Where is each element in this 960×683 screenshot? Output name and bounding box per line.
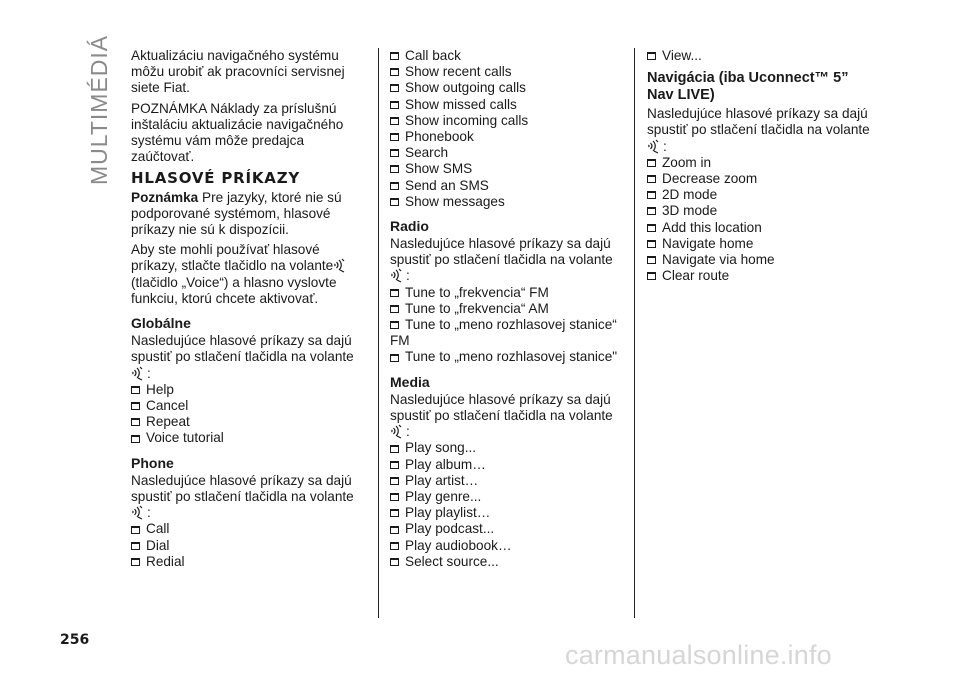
- global-voice-line: [131, 366, 357, 382]
- list-item: [647, 48, 879, 64]
- voice-button-icon: [390, 424, 404, 439]
- list-item: [131, 414, 357, 430]
- checkbox-bullet-icon: [390, 558, 399, 566]
- checkbox-bullet-icon: [390, 477, 399, 485]
- item-label: Play podcast...: [405, 521, 495, 537]
- checkbox-bullet-icon: [390, 182, 399, 190]
- column-divider: [634, 48, 635, 618]
- item-label: Play audiobook…: [405, 537, 512, 553]
- colon: :: [663, 138, 667, 154]
- list-item: [647, 203, 879, 219]
- heading-voice-commands: HLASOVÉ PRÍKAZY: [131, 169, 301, 188]
- item-label: Phonebook: [405, 128, 474, 144]
- column-1: [131, 48, 357, 570]
- list-item: [390, 178, 618, 194]
- item-label: Show SMS: [405, 161, 473, 177]
- navigation-intro: Nasledujúce hlasové príkazy sa dajú spustiť po stlačení tlačidla na volante: [647, 106, 870, 138]
- item-label: Repeat: [146, 414, 190, 430]
- list-item: [390, 349, 618, 365]
- item-label: Zoom in: [662, 154, 712, 170]
- item-label: Show missed calls: [405, 96, 517, 112]
- item-label: 3D mode: [662, 203, 718, 219]
- item-label: Play album…: [405, 456, 486, 472]
- navigation-voice-line: [647, 139, 879, 155]
- checkbox-bullet-icon: [647, 175, 656, 183]
- list-item: [647, 171, 879, 187]
- item-label: 2D mode: [662, 187, 718, 203]
- checkbox-bullet-icon: [390, 165, 399, 173]
- list-item: [647, 252, 879, 268]
- heading-media: Media: [390, 373, 430, 390]
- checkbox-bullet-icon: [131, 402, 140, 410]
- list-item: [390, 301, 618, 317]
- voice-button-icon: [131, 505, 145, 520]
- checkbox-bullet-icon: [647, 256, 656, 264]
- checkbox-bullet-icon: [647, 272, 656, 280]
- item-label: Tune to „frekvencia“ AM: [405, 300, 549, 316]
- item-label: Send an SMS: [405, 177, 489, 193]
- item-label: Redial: [146, 553, 185, 569]
- list-item: [647, 220, 879, 236]
- list-item: [647, 187, 879, 203]
- note-text: Pre jazyky, ktoré nie sú podporované systémom, hlasové príkazy nie sú k dispozícii.: [131, 189, 342, 238]
- item-label: Select source...: [405, 553, 499, 569]
- watermark: carmanualsonline.info: [565, 640, 832, 670]
- colon: :: [406, 268, 410, 284]
- colon: :: [147, 365, 151, 381]
- paragraph-how-to-use: [131, 242, 357, 307]
- item-label: Cancel: [146, 398, 189, 414]
- voice-button-icon: [131, 366, 145, 381]
- item-label: Search: [405, 145, 449, 161]
- item-label: Show recent calls: [405, 64, 512, 80]
- list-item: [390, 194, 618, 210]
- list-item: [131, 382, 357, 398]
- list-item: [647, 155, 879, 171]
- voice-button-icon: [390, 268, 404, 283]
- checkbox-bullet-icon: [390, 52, 399, 60]
- item-label: Dial: [146, 537, 170, 553]
- list-item: [390, 473, 618, 489]
- checkbox-bullet-icon: [131, 418, 140, 426]
- checkbox-bullet-icon: [647, 159, 656, 167]
- media-list: [390, 440, 618, 570]
- list-item: [390, 489, 618, 505]
- phone-list: [131, 521, 357, 570]
- list-item: [390, 285, 618, 301]
- heading-global: Globálne: [131, 315, 191, 332]
- item-label: Play playlist…: [405, 505, 491, 521]
- column-2: [390, 48, 618, 570]
- list-item: [131, 554, 357, 570]
- phone-intro: Nasledujúce hlasové príkazy sa dajú spustiť po stlačení tlačidla na volante: [131, 472, 354, 505]
- item-label: Help: [146, 381, 174, 397]
- list-item: [131, 521, 357, 537]
- item-label: Play artist…: [405, 472, 479, 488]
- item-label: Call: [146, 521, 170, 537]
- item-label: Navigate via home: [662, 251, 775, 267]
- radio-voice-line: [390, 268, 618, 284]
- list-item: [131, 538, 357, 554]
- column-3: [647, 48, 879, 284]
- item-label: Voice tutorial: [146, 430, 224, 446]
- paragraph-note-languages: [131, 190, 357, 239]
- media-voice-line: [390, 424, 618, 440]
- checkbox-bullet-icon: [390, 354, 399, 362]
- checkbox-bullet-icon: [131, 542, 140, 550]
- checkbox-bullet-icon: [647, 52, 656, 60]
- checkbox-bullet-icon: [131, 386, 140, 394]
- list-item: [390, 64, 618, 80]
- media-intro: Nasledujúce hlasové príkazy sa dajú spustiť po stlačení tlačidla na volante: [390, 391, 613, 424]
- checkbox-bullet-icon: [647, 240, 656, 248]
- item-label: Clear route: [662, 268, 730, 284]
- note-label: Poznámka: [131, 189, 199, 205]
- checkbox-bullet-icon: [390, 509, 399, 517]
- checkbox-bullet-icon: [390, 493, 399, 501]
- voice-button-icon: [333, 258, 347, 273]
- page-number: 256: [60, 632, 90, 648]
- colon: :: [406, 424, 410, 440]
- item-label: Navigate home: [662, 235, 754, 251]
- checkbox-bullet-icon: [647, 191, 656, 199]
- checkbox-bullet-icon: [647, 224, 656, 232]
- list-item: [390, 97, 618, 113]
- checkbox-bullet-icon: [390, 198, 399, 206]
- item-label: Tune to „frekvencia“ FM: [405, 284, 549, 300]
- checkbox-bullet-icon: [390, 542, 399, 550]
- list-item: [390, 554, 618, 570]
- checkbox-bullet-icon: [390, 68, 399, 76]
- checkbox-bullet-icon: [390, 117, 399, 125]
- list-item: [390, 505, 618, 521]
- item-label: Show messages: [405, 193, 505, 209]
- item-label: Tune to „meno rozhlasovej stanice“ FM: [390, 317, 617, 349]
- list-item: [647, 268, 879, 284]
- checkbox-bullet-icon: [390, 149, 399, 157]
- global-intro: Nasledujúce hlasové príkazy sa dajú spustiť po stlačení tlačidla na volante: [131, 333, 354, 365]
- checkbox-bullet-icon: [647, 207, 656, 215]
- list-item: [390, 538, 618, 554]
- item-label: Tune to „meno rozhlasovej stanice": [405, 349, 618, 365]
- checkbox-bullet-icon: [131, 558, 140, 566]
- phone-list-continued: [390, 48, 618, 210]
- list-item: [390, 457, 618, 473]
- heading-navigation: Navigácia (iba Uconnect™ 5” Nav LIVE): [647, 70, 849, 104]
- checkbox-bullet-icon: [390, 321, 399, 329]
- heading-radio: Radio: [390, 217, 429, 234]
- list-item: [390, 80, 618, 96]
- list-item: [390, 48, 618, 64]
- item-label: Add this location: [662, 219, 762, 235]
- phone-voice-line: [131, 505, 357, 521]
- how-to-text-a: Aby ste mohli používať hlasové príkazy, stlačte tlačidlo na volante: [131, 242, 334, 274]
- list-item: [131, 430, 357, 446]
- list-item: [390, 440, 618, 456]
- radio-list: [390, 285, 618, 366]
- list-item: [647, 236, 879, 252]
- checkbox-bullet-icon: [390, 133, 399, 141]
- list-item: [390, 161, 618, 177]
- colon: :: [147, 505, 151, 521]
- section-title-vertical: MULTIMÉDIÁ: [86, 34, 112, 185]
- checkbox-bullet-icon: [390, 101, 399, 109]
- item-label: Play genre...: [405, 489, 482, 505]
- checkbox-bullet-icon: [131, 435, 140, 443]
- paragraph-update: Aktualizáciu navigačného systému môžu urobiť ak pracovníci servisnej siete Fiat.: [131, 48, 345, 96]
- list-item: [390, 317, 618, 349]
- list-item: [131, 398, 357, 414]
- navigation-list: [647, 155, 879, 285]
- list-item: [390, 145, 618, 161]
- checkbox-bullet-icon: [390, 526, 399, 534]
- item-label: Decrease zoom: [662, 170, 758, 186]
- radio-intro: Nasledujúce hlasové príkazy sa dajú spustiť po stlačení tlačidla na volante: [390, 236, 613, 268]
- how-to-text-b: (tlačidlo „Voice“) a hlasno vyslovte funkciu, ktorú chcete aktivovať.: [131, 274, 337, 306]
- checkbox-bullet-icon: [390, 305, 399, 313]
- list-item: [390, 521, 618, 537]
- checkbox-bullet-icon: [390, 289, 399, 297]
- global-list: [131, 382, 357, 447]
- checkbox-bullet-icon: [390, 84, 399, 92]
- item-label: Play song...: [405, 440, 477, 456]
- paragraph-note-cost: POZNÁMKA Náklady za príslušnú inštaláciu aktualizácie navigačného systému vám môže predajca zaúčtovať.: [131, 100, 344, 165]
- voice-button-icon: [647, 139, 661, 154]
- checkbox-bullet-icon: [390, 445, 399, 453]
- column-divider: [378, 48, 379, 618]
- checkbox-bullet-icon: [390, 461, 399, 469]
- checkbox-bullet-icon: [131, 526, 140, 534]
- item-label: Call back: [405, 48, 461, 63]
- item-label: Show incoming calls: [405, 112, 529, 128]
- list-item: [390, 113, 618, 129]
- item-label: Show outgoing calls: [405, 80, 526, 96]
- heading-phone: Phone: [131, 454, 174, 471]
- item-label: View...: [662, 48, 702, 63]
- list-item: [390, 129, 618, 145]
